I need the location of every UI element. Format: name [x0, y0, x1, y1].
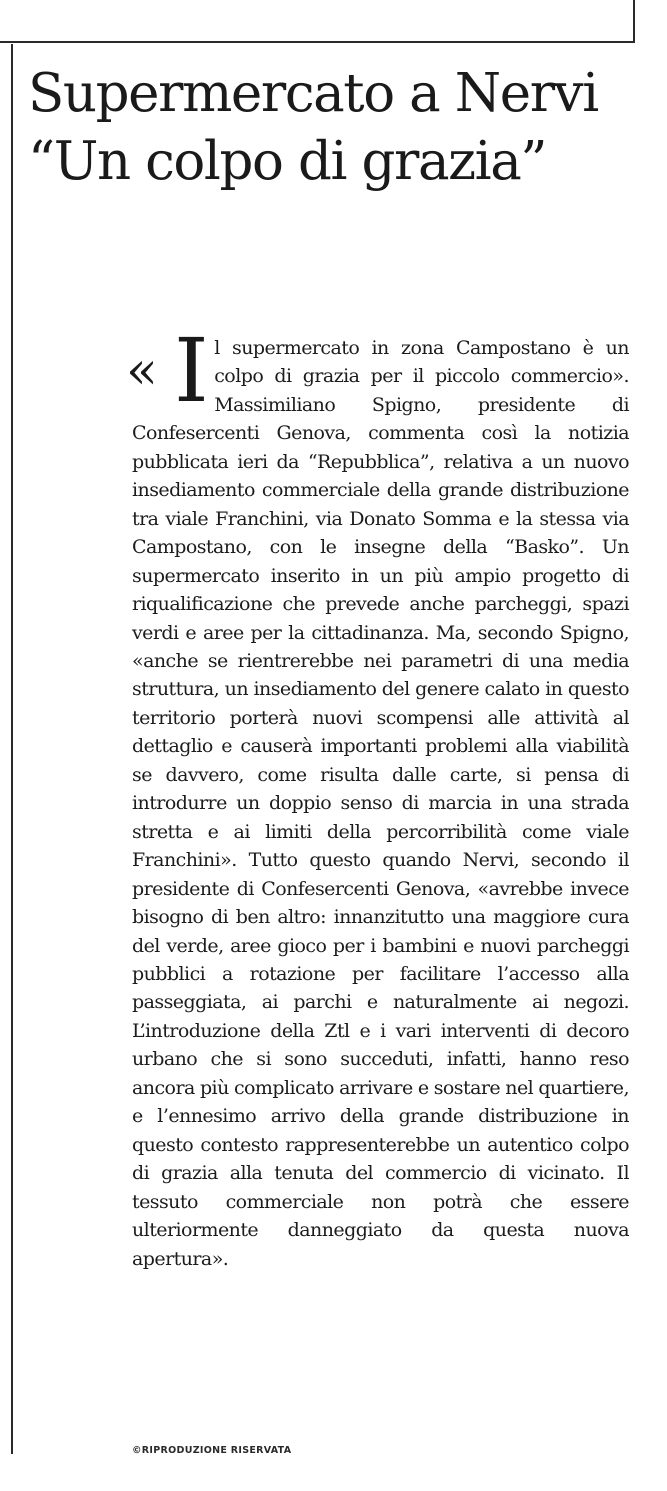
drop-cap: I: [174, 319, 209, 422]
article-body: [132, 319, 629, 1273]
right-column-rule: [633, 0, 635, 42]
top-rule: [0, 41, 635, 43]
headline-line-1: Supermercato a Nervi: [28, 63, 598, 124]
opening-quote-mark: «: [126, 341, 154, 401]
left-column-rule: [11, 44, 13, 1454]
headline: [28, 60, 638, 196]
article-text: l supermercato in zona Campostano è un colpo di grazia per il piccolo commercio». Massimiliano Spigno, presidente di Confesercenti Genova, commenta così la notizia pubblicata ieri da “Repubblica”, relativa a un nuovo insediamento commerciale della grande distribuzione tra viale Franchini, via Donato Somma e la stessa via Campostano, con le insegne della “Basko”. Un supermercato inserito in un più ampio progetto di riqualificazione che prevede anche parcheggi, spazi verdi e aree per la cittadinanza. Ma, secondo Spigno, «anche se rientrerebbe nei parametri di una media struttura, un insediamento del genere calato in questo territorio porterà nuovi scompensi alle attività al dettaglio e causerà importanti problemi alla viabilità se davvero, come risulta dalle carte, si pensa di introdurre un doppio senso di marcia in una strada stretta e ai limiti della percorribilità come viale Franchini». Tutto questo quando Nervi, secondo il presidente di Confesercenti Genova, «avrebbe invece bisogno di ben altro: innanzitutto una maggiore cura del verde, aree gioco per i bambini e nuovi parcheggi pubblici a rotazione per facilitare l’accesso alla passeggiata, ai parchi e naturalmente ai negozi. L’introduzione della Ztl e i vari interventi di decoro urbano che si sono succeduti, infatti, hanno reso ancora più complicato arrivare e sostare nel quartiere, e l’ennesimo arrivo della grande distribuzione in questo contesto rappresenterebbe un autentico colpo di grazia alla tenuta del commercio di vicinato. Il tessuto commerciale non potrà che essere ulteriormente danneggiato da questa nuova apertura».: [132, 337, 629, 1270]
headline-line-2: “Un colpo di grazia”: [28, 131, 547, 192]
copyright-notice: ©RIPRODUZIONE RISERVATA: [132, 1445, 292, 1456]
